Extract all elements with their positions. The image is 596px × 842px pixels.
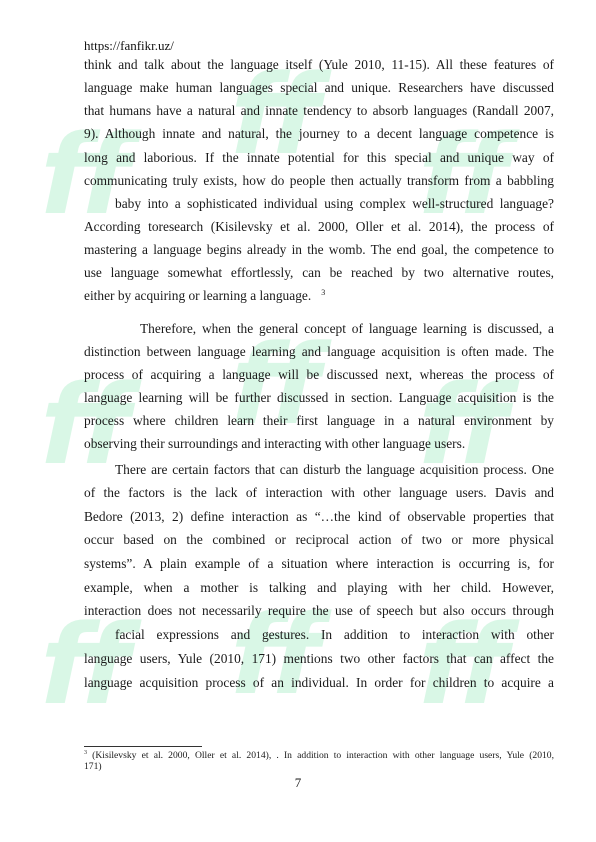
footnote-text: (Kisilevsky et al. 2000, Oller et al. 2014), . In addition to interaction with other language users, Yule (2010, — [87, 750, 554, 761]
footnote-line — [84, 750, 554, 761]
body-line: language make human languages special and unique. Researchers have discussed — [84, 80, 554, 95]
body-line: language learning will be further discussed in section. Language acquisition is the — [84, 390, 554, 405]
body-line: interaction does not necessarily require the use of speech but also occurs through — [84, 603, 554, 618]
footnote-divider — [84, 746, 202, 747]
body-line: process where children learn their first language in a natural environment by — [84, 413, 554, 428]
body-line: think and talk about the language itself (Yule 2010, 11-15). All these features of — [84, 57, 554, 72]
watermark-logo: ff — [406, 601, 523, 729]
watermark-logo: ff — [28, 601, 145, 729]
watermark-logo: ff — [28, 361, 145, 489]
footnote-marker: 3 — [84, 749, 87, 756]
watermark-logo: ff — [406, 361, 523, 489]
body-line: long and laborious. If the innate potential for this special and unique way of — [84, 150, 554, 165]
body-line: There are certain factors that can disturb the language acquisition process. One — [115, 462, 554, 477]
body-line: that humans have a natural and innate tendency to absorb languages (Randall 2007, — [84, 103, 554, 118]
body-line: Therefore, when the general concept of language learning is discussed, a — [140, 321, 554, 336]
body-line: distinction between language learning and language acquisition is often made. The — [84, 344, 554, 359]
body-line: of the factors is the lack of interaction with other language users. Davis and — [84, 485, 554, 500]
body-line: systems”. A plain example of a situation where interaction is occurring is, for — [84, 556, 554, 571]
body-line: According toresearch (Kisilevsky et al. 2000, Oller et al. 2014), the process of — [84, 219, 554, 234]
body-line: baby into a sophisticated individual using complex well-structured language? — [115, 196, 554, 211]
footnote-reference[interactable]: 3 — [321, 287, 326, 297]
body-line: occur based on the combined or reciprocal action of two or more physical — [84, 532, 554, 547]
body-line: language users, Yule (2010, 171) mentions two other factors that can affect the — [84, 651, 554, 666]
body-line: 9). Although innate and natural, the journey to a decent language competence is — [84, 126, 554, 141]
body-line: process of acquiring a language will be discussed next, whereas the process of — [84, 367, 554, 382]
body-line — [84, 288, 554, 304]
watermark-logo: ff — [28, 111, 145, 239]
body-line-text: either by acquiring or learning a language. — [84, 288, 312, 303]
body-line: observing their surroundings and interacting with other language users. — [84, 436, 466, 451]
watermark-logo: ff — [218, 321, 335, 449]
body-line: Bedore (2013, 2) define interaction as “…the kind of observable properties that — [84, 509, 554, 524]
body-line: use language somewhat effortlessly, can be reached by two alternative routes, — [84, 265, 554, 280]
body-line: mastering a language begins already in the womb. The end goal, the competence to — [84, 242, 554, 257]
watermark-logo: ff — [406, 111, 523, 239]
page-number: 7 — [294, 775, 302, 790]
body-line: language acquisition process of an individual. In order for children to acquire a — [84, 675, 554, 690]
body-line: example, when a mother is talking and playing with her child. However, — [84, 580, 554, 595]
body-line: facial expressions and gestures. In addition to interaction with other — [115, 627, 554, 642]
watermark-logo: ff — [218, 591, 335, 719]
footnote-line: 171) — [84, 761, 102, 772]
body-line: communicating truly exists, how do people then actually transform from a babbling — [84, 173, 554, 188]
header-url[interactable]: https://fanfikr.uz/ — [84, 38, 174, 53]
watermark-logo: ff — [218, 51, 335, 179]
